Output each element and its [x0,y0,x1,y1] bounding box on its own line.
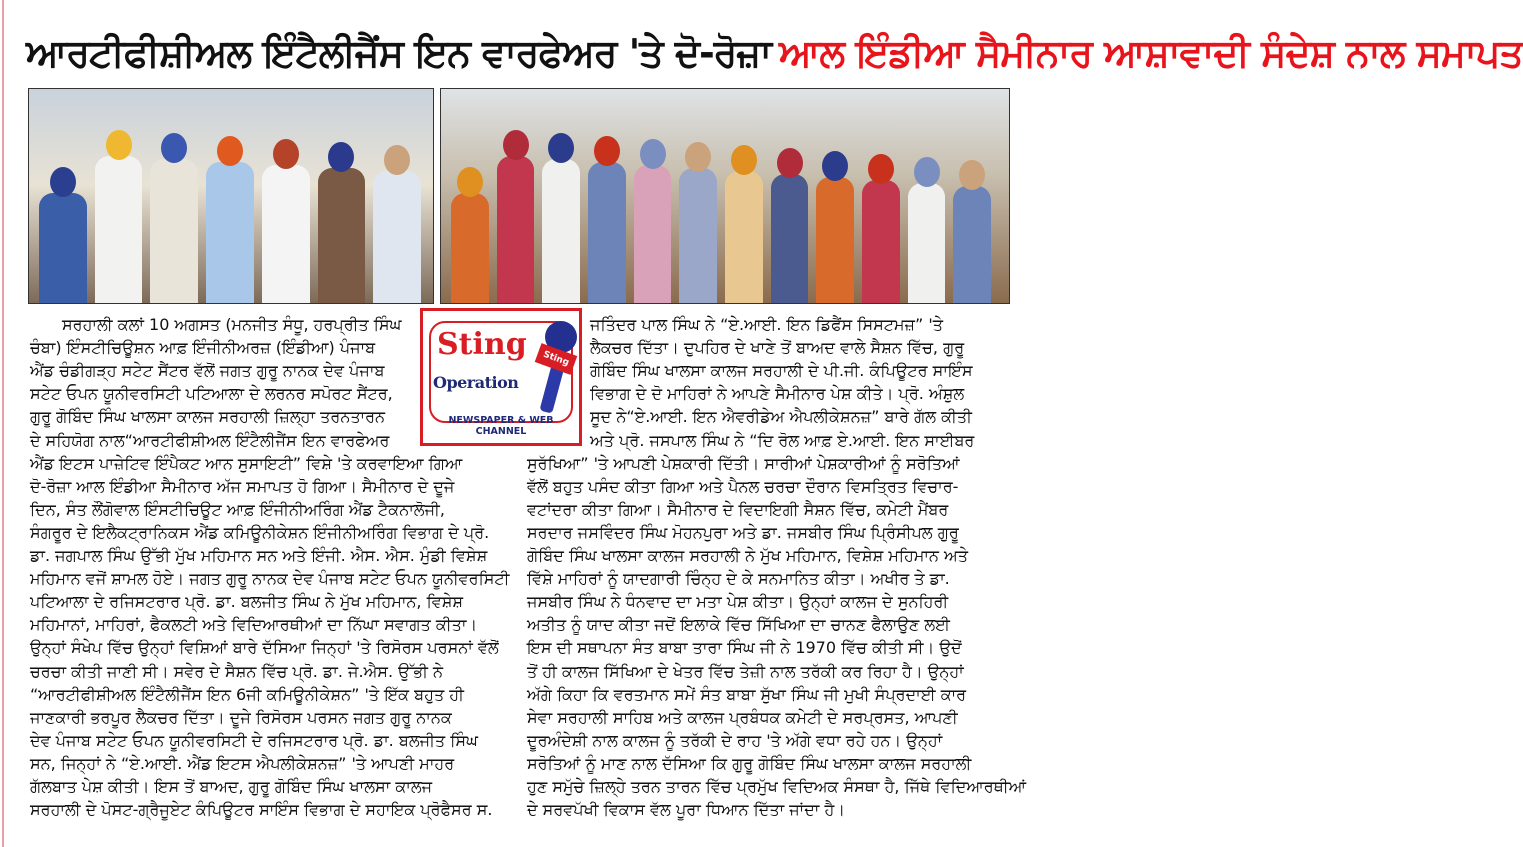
photo-person [262,165,310,303]
photo-person [497,156,535,303]
logo-mic-tag: Sting [535,343,578,375]
article-line: ਦੂਰਅੰਦੇਸ਼ੀ ਨਾਲ ਕਾਲਜ ਨੂੰ ਤਰੱਕੀ ਦੇ ਰਾਹ 'ਤੇ ਅੱਗੇ ਵਧਾ ਰਹੇ ਹਨ। ਉਨ੍ਹਾਂ [527,730,943,750]
article-line: ਵਿਭਾਗ ਦੇ ਦੋ ਮਾਹਿਰਾਂ ਨੇ ਆਪਣੇ ਸੈਮੀਨਾਰ ਪੇਸ਼ ਕੀਤੇ। ਪ੍ਰੋ. ਅੰਸ਼ੁਲ [590,384,965,404]
photo-person [771,174,809,303]
article-line: ਚੰਬਾ) ਇੰਸਟੀਚਿਊਸ਼ਨ ਆਫ਼ ਇੰਜੀਨੀਅਰਜ਼ (ਇੰਡੀਆ) ਪੰਜਾਬ [30,338,376,358]
photo-person [318,168,366,303]
article-line: ਲੈਕਚਰ ਦਿੱਤਾ। ਦੁਪਹਿਰ ਦੇ ਖਾਣੇ ਤੋਂ ਬਾਅਦ ਵਾਲੇ ਸੈਸ਼ਨ ਵਿੱਚ, ਗੁਰੂ [590,338,965,358]
article-line: ਦੋ-ਰੋਜ਼ਾ ਆਲ ਇੰਡੀਆ ਸੈਮੀਨਾਰ ਅੱਜ ਸਮਾਪਤ ਹੋ ਗਿਆ। ਸੈਮੀਨਾਰ ਦੇ ਦੂਜੇ [30,476,455,496]
photo-seminar-audience [440,88,1010,304]
photo-person-head [548,133,574,163]
article-line: ਗੁਰੂ ਗੋਬਿੰਦ ਸਿੰਘ ਖਾਲਸਾ ਕਾਲਜ ਸਰਹਾਲੀ ਜ਼ਿਲ੍ਹਾ ਤਰਨਤਾਰਨ [30,407,386,427]
article-line: ਸਰਹਾਲੀ ਦੇ ਪੋਸਟ-ਗ੍ਰੈਜੂਏਟ ਕੰਪਿਊਟਰ ਸਾਇੰਸ ਵਿਭਾਗ ਦੇ ਸਹਾਇਕ ਪ੍ਰੋਫੈਸਰ ਸ. [30,800,493,820]
photo-person-head [959,160,985,190]
photo-person [150,159,198,303]
article-line: ਡਾ. ਜਗਪਾਲ ਸਿੰਘ ਉੱਭੀ ਮੁੱਖ ਮਹਿਮਾਨ ਸਨ ਅਤੇ ਇੰਜੀ. ਐਸ. ਐਸ. ਮੁੰਡੀ ਵਿਸ਼ੇਸ਼ [30,546,488,565]
article-line: ਅਤੇ ਪ੍ਰੋ. ਜਸਪਾਲ ਸਿੰਘ ਨੇ “ਦਿ ਰੋਲ ਆਫ਼ ਏ.ਆਈ. ਇਨ ਸਾਈਬਰ [590,430,975,450]
article-line: ਪਟਿਆਲਾ ਦੇ ਰਜਿਸਟਰਾਰ ਪ੍ਰੋ. ਡਾ. ਬਲਜੀਤ ਸਿੰਘ ਨੇ ਮੁੱਖ ਮਹਿਮਾਨ, ਵਿਸ਼ੇਸ਼ [30,592,464,612]
logo-title: Sting [437,327,527,362]
photo-person-head [640,139,666,169]
photo-person [451,193,489,303]
article-line: ਦੇ ਸਹਿਯੋਗ ਨਾਲ“ਆਰਟੀਫੀਸ਼ੀਅਲ ਇੰਟੈਲੀਜੈਂਸ ਇਨ ਵਾਰਫੇਅਰ [30,430,390,450]
article-line: ਸਟੇਟ ਓਪਨ ਯੂਨੀਵਰਸਿਟੀ ਪਟਿਆਲਾ ਦੇ ਲਰਨਰ ਸਪੋਰਟ ਸੈਂਟਰ, [30,384,393,404]
photo-person [588,162,626,303]
photo-person [373,171,421,303]
photo-award-ceremony [28,88,434,304]
article-line: ਗੋਬਿੰਦ ਸਿੰਘ ਖਾਲਸਾ ਕਾਲਜ ਸਰਹਾਲੀ ਨੇ ਮੁੱਖ ਮਹਿਮਾਨ, ਵਿਸ਼ੇਸ਼ ਮਹਿਮਾਨ ਅਤੇ [527,546,969,565]
photo-person [725,171,763,303]
article-line: “ਆਰਟੀਫੀਸ਼ੀਅਲ ਇੰਟੈਲੀਜੈਂਸ ਇਨ 6ਜੀ ਕਮਿਊਨੀਕੇਸ਼ਨ” 'ਤੇ ਇੱਕ ਬਹੁਤ ਹੀ [30,684,464,704]
photo-person [679,168,717,303]
article-line: ਅਤੀਤ ਨੂੰ ਯਾਦ ਕੀਤਾ ਜਦੋਂ ਇਲਾਕੇ ਵਿੱਚ ਸਿੱਖਿਆ ਦਾ ਚਾਨਣ ਫੈਲਾਉਣ ਲਈ [527,615,951,635]
photo-person-head [685,142,711,172]
article-line: ਸੂਦ ਨੇ“ਏ.ਆਈ. ਇਨ ਐਵਰੀਡੇਅ ਐਪਲੀਕੇਸ਼ਨਜ਼” ਬਾਰੇ ਗੱਲ ਕੀਤੀ [590,407,972,427]
article-line: ਸੇਵਾ ਸਰਹਾਲੀ ਸਾਹਿਬ ਅਤੇ ਕਾਲਜ ਪ੍ਰਬੰਧਕ ਕਮੇਟੀ ਦੇ ਸਰਪ੍ਰਸਤ, ਆਪਣੀ [527,707,958,727]
page-border [2,0,4,847]
article-line: ਦਿਨ, ਸੰਤ ਲੌਂਗੋਵਾਲ ਇੰਸਟੀਚਿਊਟ ਆਫ਼ ਇੰਜੀਨੀਅਰਿੰਗ ਐਂਡ ਟੈਕਨਾਲੋਜੀ, [30,499,445,519]
photo-person-head [503,130,529,160]
article-line: ਗੱਲਬਾਤ ਪੇਸ਼ ਕੀਤੀ। ਇਸ ਤੋਂ ਬਾਅਦ, ਗੁਰੂ ਗੋਬਿੰਦ ਸਿੰਘ ਖਾਲਸਾ ਕਾਲਜ [30,777,433,796]
article-line: ਦੇ ਸਰਵਪੱਖੀ ਵਿਕਾਸ ਵੱਲ ਪੂਰਾ ਧਿਆਨ ਦਿੱਤਾ ਜਾਂਦਾ ਹੈ। [527,800,846,820]
photo-person-head [106,130,132,160]
article-line: ਅੱਗੇ ਕਿਹਾ ਕਿ ਵਰਤਮਾਨ ਸਮੇਂ ਸੰਤ ਬਾਬਾ ਸੁੱਖਾ ਸਿੰਘ ਜੀ ਮੁਖੀ ਸੰਪ੍ਰਦਾਈ ਕਾਰ [527,684,967,704]
photo-person-head [822,151,848,181]
photo-person [634,165,672,303]
headline-red: ਆਲ ਇੰਡੀਆ ਸੈਮੀਨਾਰ ਆਸ਼ਾਵਾਦੀ ਸੰਦੇਸ਼ ਨਾਲ ਸਮਾਪਤ [778,30,1523,75]
article-line: ਸਨ, ਜਿਨ੍ਹਾਂ ਨੇ “ਏ.ਆਈ. ਐਂਡ ਇਟਸ ਐਪਲੀਕੇਸ਼ਨਜ਼” 'ਤੇ ਆਪਣੀ ਮਾਹਰ [30,753,455,773]
photo-person [95,156,143,303]
photo-person [206,162,254,303]
photo-person-head [457,167,483,197]
photo-person-head [384,145,410,175]
article-line: ਮਹਿਮਾਨਾਂ, ਮਾਹਿਰਾਂ, ਫੈਕਲਟੀ ਅਤੇ ਵਿਦਿਆਰਥੀਆਂ ਦਾ ਨਿੱਘਾ ਸਵਾਗਤ ਕੀਤਾ। [30,615,478,635]
photo-person [953,186,991,303]
logo-tagline: NEWSPAPER & WEB CHANNEL [448,415,554,437]
photo-person [862,180,900,303]
photo-person-head [217,136,243,166]
photo-person [39,193,87,303]
article-line: ਤੋਂ ਹੀ ਕਾਲਜ ਸਿੱਖਿਆ ਦੇ ਖੇਤਰ ਵਿੱਚ ਤੇਜ਼ੀ ਨਾਲ ਤਰੱਕੀ ਕਰ ਰਿਹਾ ਹੈ। ਉਨ੍ਹਾਂ [527,661,964,681]
article-line: ਗੋਬਿੰਦ ਸਿੰਘ ਖਾਲਸਾ ਕਾਲਜ ਸਰਹਾਲੀ ਦੇ ਪੀ.ਜੀ. ਕੰਪਿਊਟਰ ਸਾਇੰਸ [590,361,973,381]
photo-person-head [777,148,803,178]
photo-person-head [731,145,757,175]
article-line: ਜਸਬੀਰ ਸਿੰਘ ਨੇ ਧੰਨਵਾਦ ਦਾ ਮਤਾ ਪੇਸ਼ ਕੀਤਾ। ਉਨ੍ਹਾਂ ਕਾਲਜ ਦੇ ਸੁਨਹਿਰੀ [527,592,949,612]
photo-person-head [50,167,76,197]
article-line: ਇਸ ਦੀ ਸਥਾਪਨਾ ਸੰਤ ਬਾਬਾ ਤਾਰਾ ਸਿੰਘ ਜੀ ਨੇ 1970 ਵਿੱਚ ਕੀਤੀ ਸੀ। ਉਦੋਂ [527,638,962,658]
article-line: ਵਟਾਂਦਰਾ ਕੀਤਾ ਗਿਆ। ਸੈਮੀਨਾਰ ਦੇ ਵਿਦਾਇਗੀ ਸੈਸ਼ਨ ਵਿੱਚ, ਕਮੇਟੀ ਮੈਂਬਰ [527,499,949,519]
photo-person-head [273,139,299,169]
photo-person-head [594,136,620,166]
article-line: ਮਹਿਮਾਨ ਵਜੋਂ ਸ਼ਾਮਲ ਹੋਏ। ਜਗਤ ਗੁਰੂ ਨਾਨਕ ਦੇਵ ਪੰਜਾਬ ਸਟੇਟ ਓਪਨ ਯੂਨੀਵਰਸਿਟੀ [30,569,510,589]
article-line: ਸਰਹਾਲੀ ਕਲਾਂ 10 ਅਗਸਤ (ਮਨਜੀਤ ਸੰਧੂ, ਹਰਪ੍ਰੀਤ ਸਿੰਘ [62,315,402,334]
photo-person-head [914,157,940,187]
article-line: ਵਿੱਸ਼ੇ ਮਾਹਿਰਾਂ ਨੂੰ ਯਾਦਗਾਰੀ ਚਿੰਨ੍ਹ ਦੇ ਕੇ ਸਨਮਾਨਿਤ ਕੀਤਾ। ਅਖੀਰ ਤੇ ਡਾ. [527,569,950,589]
article-line: ਸਰੋਤਿਆਂ ਨੂੰ ਮਾਣ ਨਾਲ ਦੱਸਿਆ ਕਿ ਗੁਰੂ ਗੋਬਿੰਦ ਸਿੰਘ ਖਾਲਸਾ ਕਾਲਜ ਸਰਹਾਲੀ [527,753,972,773]
headline-black: ਆਰਟੀਫੀਸ਼ੀਅਲ ਇੰਟੈਲੀਜੈਂਸ ਇਨ ਵਾਰਫੇਅਰ 'ਤੇ ਦੋ-ਰੋਜ਼ਾ [26,30,771,75]
sting-operation-logo [420,308,582,446]
article-line: ਐਂਡ ਇਟਸ ਪਾਜ਼ੇਟਿਵ ਇੰਪੈਕਟ ਆਨ ਸੁਸਾਇਟੀ” ਵਿਸ਼ੇ 'ਤੇ ਕਰਵਾਇਆ ਗਿਆ [30,453,463,473]
photo-person [542,159,580,303]
article-line: ਜਤਿੰਦਰ ਪਾਲ ਸਿੰਘ ਨੇ “ਏ.ਆਈ. ਇਨ ਡਿਫੈਂਸ ਸਿਸਟਮਜ਼” 'ਤੇ [590,315,943,334]
article-line: ਵੱਲੋਂ ਬਹੁਤ ਪਸੰਦ ਕੀਤਾ ਗਿਆ ਅਤੇ ਪੈਨਲ ਚਰਚਾ ਦੌਰਾਨ ਵਿਸਤ੍ਰਿਤ ਵਿਚਾਰ- [527,476,959,496]
article-line: ਜਾਣਕਾਰੀ ਭਰਪੂਰ ਲੈਕਚਰ ਦਿੱਤਾ। ਦੂਜੇ ਰਿਸੋਰਸ ਪਰਸਨ ਜਗਤ ਗੁਰੂ ਨਾਨਕ [30,707,452,727]
article-line: ਚਰਚਾ ਕੀਤੀ ਜਾਣੀ ਸੀ। ਸਵੇਰ ਦੇ ਸੈਸ਼ਨ ਵਿੱਚ ਪ੍ਰੋ. ਡਾ. ਜੇ.ਐਸ. ਉੱਭੀ ਨੇ [30,661,444,681]
article-line: ਸੁਰੱਖਿਆ” 'ਤੇ ਆਪਣੀ ਪੇਸ਼ਕਾਰੀ ਦਿੱਤੀ। ਸਾਰੀਆਂ ਪੇਸ਼ਕਾਰੀਆਂ ਨੂੰ ਸਰੋਤਿਆਂ [527,453,960,473]
headline [26,24,1523,82]
article-line: ਸੰਗਰੂਰ ਦੇ ਇਲੈਕਟ੍ਰਾਨਿਕਸ ਐਂਡ ਕਮਿਊਨੀਕੇਸ਼ਨ ਇੰਜੀਨੀਅਰਿੰਗ ਵਿਭਾਗ ਦੇ ਪ੍ਰੋ. [30,522,490,542]
article-line: ਐਂਡ ਚੰਡੀਗੜ੍ਹ ਸਟੇਟ ਸੈਂਟਰ ਵੱਲੋਂ ਜਗਤ ਗੁਰੂ ਨਾਨਕ ਦੇਵ ਪੰਜਾਬ [30,361,385,381]
article-line: ਉਨ੍ਹਾਂ ਸੰਖੇਪ ਵਿੱਚ ਉਨ੍ਹਾਂ ਵਿਸ਼ਿਆਂ ਬਾਰੇ ਦੱਸਿਆ ਜਿਨ੍ਹਾਂ 'ਤੇ ਰਿਸੋਰਸ ਪਰਸਨਾਂ ਵੱਲੋਂ [30,638,499,658]
article-line: ਦੇਵ ਪੰਜਾਬ ਸਟੇਟ ਓਪਨ ਯੂਨੀਵਰਸਿਟੀ ਦੇ ਰਜਿਸਟਰਾਰ ਪ੍ਰੋ. ਡਾ. ਬਲਜੀਤ ਸਿੰਘ [30,730,478,750]
article-line: ਸਰਦਾਰ ਜਸਵਿੰਦਰ ਸਿੰਘ ਮੋਹਨਪੁਰਾ ਅਤੇ ਡਾ. ਜਸਬੀਰ ਸਿੰਘ ਪ੍ਰਿੰਸੀਪਲ ਗੁਰੂ [527,522,959,542]
photo-person [908,183,946,303]
article-line: ਹੁਣ ਸਮੁੱਚੇ ਜ਼ਿਲ੍ਹੇ ਤਰਨ ਤਾਰਨ ਵਿੱਚ ਪ੍ਰਮੁੱਖ ਵਿਦਿਅਕ ਸੰਸਥਾ ਹੈ, ਜਿੱਥੇ ਵਿਦਿਆਰਥੀਆਂ [527,777,1027,796]
logo-subtitle: Operation [433,373,519,392]
photo-person-head [868,154,894,184]
photo-person [816,177,854,303]
